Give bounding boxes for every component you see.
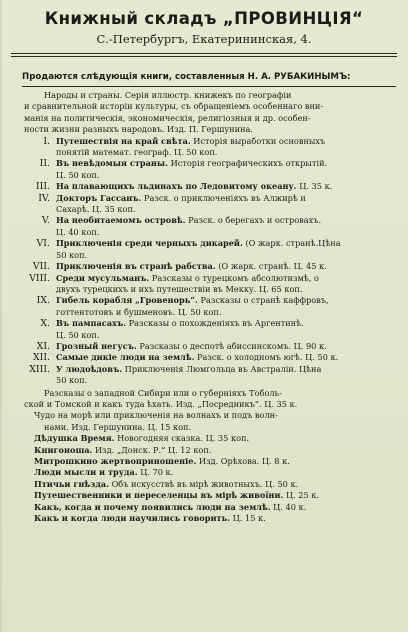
book-entry — [0, 502, 394, 513]
series-line: Въ невѣдомыя страны. Исторія географическихъ открытій. — [56, 158, 328, 169]
book-entry — [0, 467, 394, 478]
publisher-title: Книжный складъ „ПРОВИНЦІЯ“ — [44, 9, 364, 28]
book-title: Приключенія въ странѣ рабства. — [56, 261, 216, 272]
series-entries — [0, 136, 394, 387]
series-line: Среди мусульманъ. Разсказы о турецкомъ абсолютизмѣ, о — [56, 272, 319, 283]
series-number: II. — [39, 158, 50, 170]
series-number: VI. — [36, 238, 50, 250]
book-title: Самые дикіе люди на землѣ. — [56, 352, 195, 363]
series-line: 50 коп. — [56, 249, 88, 260]
book-title: Какъ, когда и почему появились люди на землѣ. — [34, 501, 271, 512]
series-entry — [0, 215, 394, 238]
series-entry — [0, 273, 394, 296]
series-line: Путешествія на край свѣта. Исторія выработки основныхъ — [56, 135, 326, 146]
series-line: Сахарѣ. Ц. 35 коп. — [56, 204, 136, 215]
series-number: I. — [43, 135, 50, 147]
book-title: Гибель корабля „Гровенорь“. — [56, 295, 198, 306]
other-book-entries — [0, 410, 394, 524]
series-line: готтентотовъ и бушменовъ. Ц. 50 коп. — [56, 306, 222, 317]
publisher-address: С.-Петербургъ, Екатерининская, 4. — [96, 32, 312, 46]
header-divider — [11, 53, 397, 57]
book-line: нами. Изд. Гершунина. Ц. 15 коп. — [44, 421, 192, 432]
publisher-header — [0, 0, 408, 47]
series-entry — [0, 181, 394, 192]
book-entry — [0, 410, 394, 433]
series-entry — [0, 158, 394, 181]
book-entry — [0, 433, 394, 444]
series-line: Докторъ Гассанъ. Разск. о приключеніяхъ въ Алжирѣ и — [56, 192, 306, 203]
book-title: Птичьи гнѣзда. — [34, 478, 109, 489]
book-list — [0, 90, 394, 524]
series-entry — [0, 295, 394, 318]
series-line: Приключенія среди черныхъ дикарей. (О жарк. странѣ.Цѣна — [56, 238, 341, 249]
book-title: Книгоноша. — [34, 444, 93, 455]
siberia-line: ской и Томской и какъ туда ѣхать. Изд. „Посредникъ“. Ц. 35 к. — [24, 398, 298, 409]
series-line: понятій математ. географ. Ц. 50 коп. — [56, 147, 218, 158]
book-entry — [0, 490, 394, 501]
book-entry — [0, 456, 394, 467]
series-number: VII. — [32, 261, 50, 273]
announcement-heading: Продаются слѣдующія книги, составленныя Н. А. РУБАКИНЫМЪ: — [22, 72, 351, 82]
book-title: Грозный негусъ. — [56, 340, 137, 351]
intro-line: Народы и страны. Серія иллюстр. книжекъ по географіи — [44, 90, 292, 100]
book-line: Люди мысли и труда. Ц. 70 к. — [34, 467, 174, 478]
series-entry — [0, 318, 394, 341]
series-number: X. — [40, 318, 50, 330]
series-entry — [0, 193, 394, 216]
book-entry — [0, 513, 394, 524]
series-line: двухъ турецкихъ и ихъ путешествіи въ Мекку. Ц. 65 коп. — [56, 283, 303, 294]
series-line: Приключенія въ странѣ рабства. (О жарк. странѣ. Ц. 45 к. — [56, 261, 327, 272]
series-line: Ц. 50 коп. — [56, 329, 100, 340]
series-line: На необитаемомъ островѣ. Разск. о берегахъ и островахъ. — [56, 215, 322, 226]
series-line: У людоѣдовъ. Приключенія Люмгольца въ Австраліи. Цѣна — [56, 363, 322, 374]
book-line: Путешественники и переселенцы въ мірѣ живоїни. Ц. 25 к. — [34, 490, 320, 501]
intro-line: ности жизни разныхъ народовъ. Изд. П. Гершунина. — [24, 124, 254, 135]
series-entry — [0, 364, 394, 387]
intro-line: манія на политическія, экономическія, религіозныя и др. особен- — [24, 112, 311, 123]
book-line: Птичьи гнѣзда. Объ искусствѣ въ мірѣ животныхъ. Ц. 50 к. — [34, 478, 299, 489]
intro-line: и сравнительной исторіи культуры, съ обращеніемъ особеннаго вни- — [24, 101, 324, 112]
series-line: На плавающихъ льдинахъ по Ледовитому океану. Ц. 35 к. — [56, 181, 333, 192]
series-number: IV. — [38, 192, 50, 204]
series-entry — [0, 136, 394, 159]
series-number: VIII. — [29, 272, 50, 284]
series-number: XI. — [36, 340, 50, 352]
book-title: У людоѣдовъ. — [56, 363, 123, 374]
book-title: Путешественники и переселенцы въ мірѣ живоїни. — [34, 490, 284, 501]
series-number: XII. — [32, 352, 50, 364]
series-line: Ц. 50 коп. — [56, 169, 100, 180]
book-title: Среди мусульманъ. — [56, 272, 150, 283]
series-number: XIII. — [29, 363, 50, 375]
series-intro — [0, 90, 394, 136]
book-entry — [0, 445, 394, 456]
book-line: Какъ и когда люди научились говорить. Ц. 15 к. — [34, 513, 266, 524]
book-title: Митрошкино жертвоприношеніе. — [34, 456, 197, 466]
siberia-line: Разсказы о западной Сибири или о губерніяхъ Тоболь- — [44, 387, 282, 398]
book-title: Докторъ Гассанъ. — [56, 192, 142, 203]
series-line: 50 коп. — [56, 375, 88, 386]
book-title: Въ пампасахъ. — [56, 318, 127, 329]
series-line: Въ пампасахъ. Разсказы о похожденіяхъ въ Аргентинѣ. — [56, 318, 304, 329]
book-title: Дѣдушка Время. — [34, 433, 115, 444]
series-number: III. — [35, 181, 50, 193]
series-line: Ц. 40 коп. — [56, 226, 100, 237]
series-line: Гибель корабля „Гровенорь“. Разсказы о странѣ каффровъ, — [56, 295, 329, 306]
book-entry — [0, 479, 394, 490]
book-title: Путешествія на край свѣта. — [56, 135, 191, 146]
siberia-entry — [0, 388, 394, 411]
book-title: Приключенія среди черныхъ дикарей. — [56, 238, 243, 249]
series-entry — [0, 238, 394, 261]
series-entry — [0, 261, 394, 272]
series-number: IX. — [36, 295, 50, 307]
series-entry — [0, 352, 394, 363]
series-line: Самые дикіе люди на землѣ. Разск. о холодномъ югѣ. Ц. 50 к. — [56, 352, 339, 363]
series-entry — [0, 341, 394, 352]
book-title: На необитаемомъ островѣ. — [56, 215, 186, 226]
book-title: Какъ и когда люди научились говорить. — [34, 513, 231, 524]
series-line: Грозный негусъ. Разсказы о деспотѣ абиссинскомъ. Ц. 90 к. — [56, 340, 327, 351]
book-title: Въ невѣдомыя страны. — [56, 158, 168, 169]
announcement-underline — [22, 86, 396, 87]
book-line: Чудо на морѣ или приключенія на волнахъ и подъ волн- — [34, 410, 278, 421]
book-title: На плавающихъ льдинахъ по Ледовитому океану. — [56, 181, 297, 192]
book-line: Дѣдушка Время. Новогодняя сказка. Ц. 35 коп. — [34, 433, 250, 444]
book-title: Люди мысли и труда. — [34, 467, 138, 478]
series-number: V. — [41, 215, 50, 227]
book-line: Книгоноша. Изд. „Донск. Р.“ Ц. 12 коп. — [34, 444, 212, 455]
book-line: Митрошкино жертвоприношеніе. Изд. Орѣхова. Ц. 8 к. — [34, 456, 290, 466]
book-line: Какъ, когда и почему появились люди на землѣ. Ц. 40 к. — [34, 501, 307, 512]
